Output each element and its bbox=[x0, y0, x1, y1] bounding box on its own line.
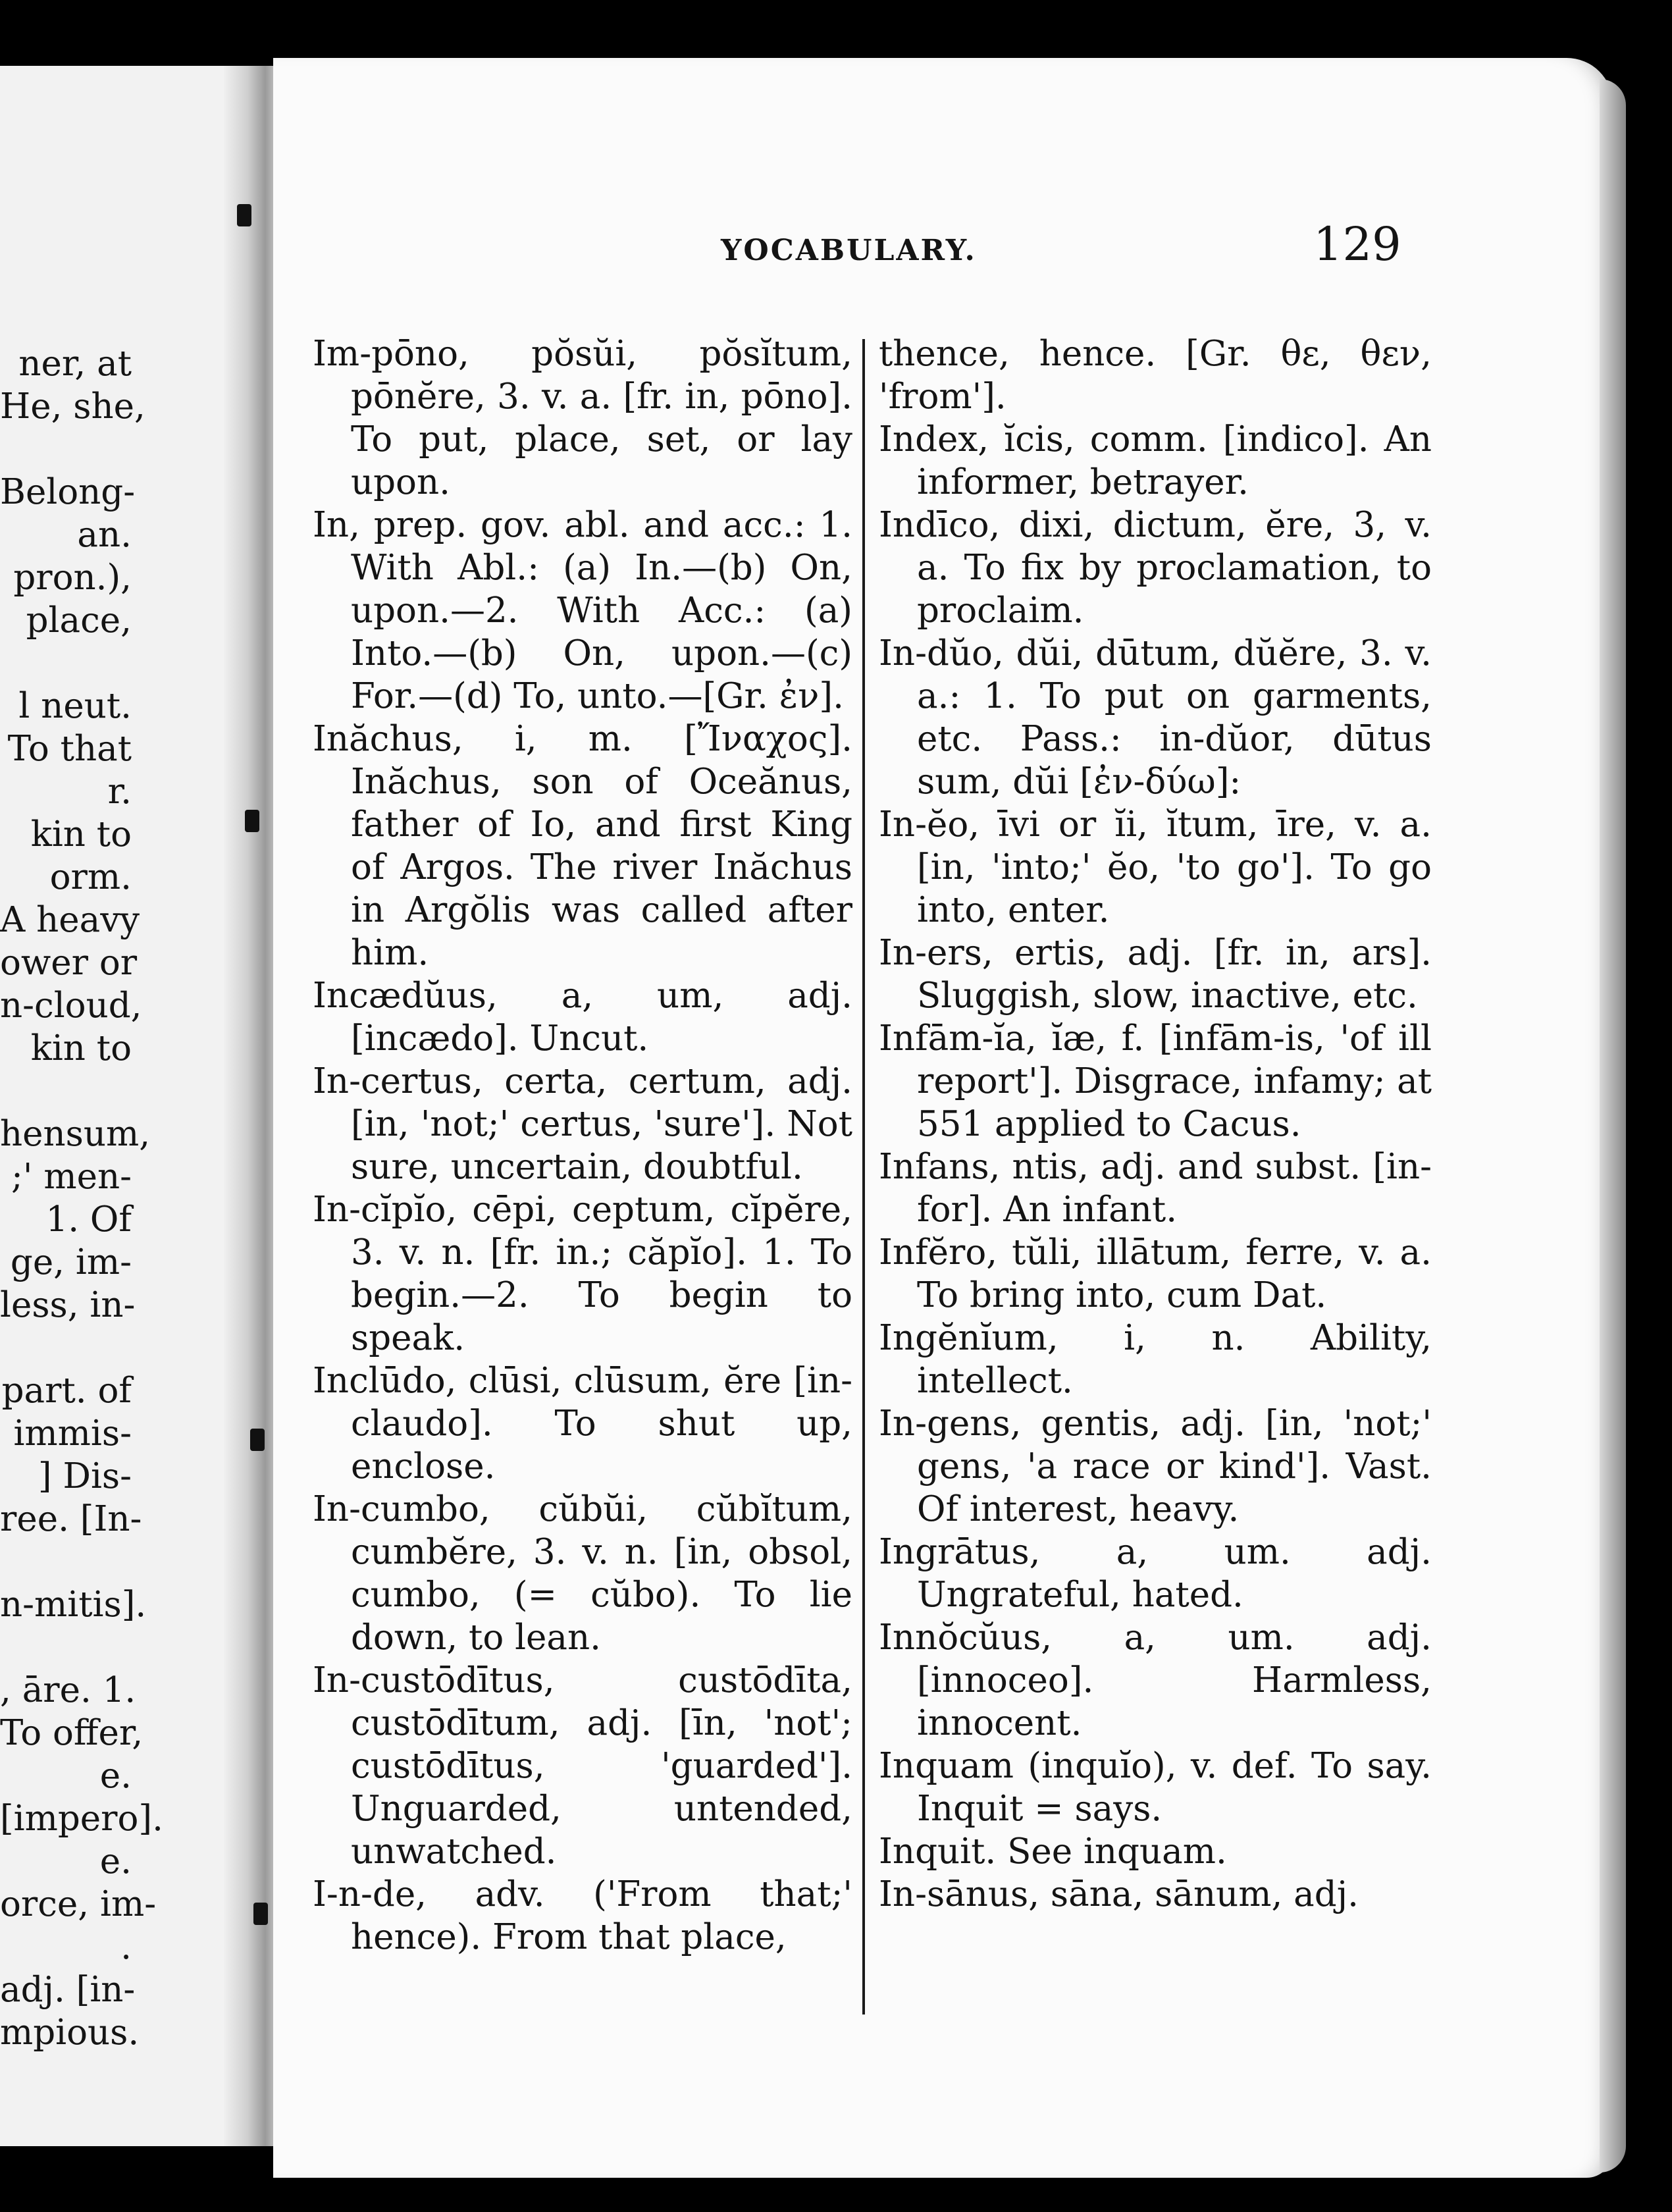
dictionary-entry: Inclūdo, clūsi, clūsum, ĕre [in-claudo]. To shut up, enclose. bbox=[313, 1361, 852, 1487]
binding-hole bbox=[253, 1903, 268, 1925]
left-page-line: [impero]. bbox=[0, 1799, 163, 1839]
left-page-text bbox=[0, 342, 163, 2054]
running-head: YOCABULARY. bbox=[721, 234, 977, 267]
dictionary-entry: Inăchus, i, m. [Ἴναχος]. Inăchus, son of Oceănus, father of Io, and first King of Argos. The river Inăchus in Argŏlis was called after him. bbox=[313, 719, 852, 973]
dictionary-entry: In-dŭo, dŭi, dūtum, dŭĕre, 3. v. a.: 1. To put on garments, etc. Pass.: in-dŭor, dūtus sum, dŭi [ἐν-δύω]: bbox=[879, 633, 1432, 802]
left-page-line: ;' men- bbox=[11, 1157, 132, 1197]
page-edge bbox=[1600, 79, 1626, 2172]
left-page-line: kin to bbox=[30, 814, 132, 855]
left-page-line bbox=[0, 1626, 132, 1669]
dictionary-entry: In-ers, ertis, adj. [fr. in, ars]. Sluggish, slow, inactive, etc. bbox=[879, 933, 1432, 1016]
binding-hole bbox=[250, 1429, 265, 1451]
left-page-line: He, she, bbox=[0, 386, 145, 427]
left-page-line: kin to bbox=[30, 1028, 132, 1068]
dictionary-entry: In-cĭpĭo, cēpi, ceptum, cĭpĕre, 3. v. n. [fr. in.; căpĭo]. 1. To begin.—2. To begin to speak. bbox=[313, 1190, 852, 1358]
dictionary-entry: Infans, ntis, adj. and subst. [in-for]. An infant. bbox=[879, 1147, 1432, 1230]
left-page-line: ower or bbox=[0, 943, 138, 983]
dictionary-entry: Inquam (inquĭo), v. def. To say. Inquit = says. bbox=[879, 1746, 1432, 1829]
left-page-line: . bbox=[120, 1927, 132, 1967]
dictionary-entry: Innŏcŭus, a, um. adj. [innoceo]. Harmless, innocent. bbox=[879, 1618, 1432, 1743]
dictionary-entry: Incædŭus, a, um, adj. [incædo]. Uncut. bbox=[313, 976, 852, 1059]
left-page-line: n-mitis]. bbox=[0, 1585, 147, 1625]
left-page-line: A heavy bbox=[0, 900, 140, 940]
left-page-line: orm. bbox=[49, 857, 132, 897]
dictionary-entry: Index, ĭcis, comm. [indico]. An informer, betrayer. bbox=[879, 419, 1432, 502]
dictionary-entry: Infām-ĭa, ĭæ, f. [infām-is, 'of ill report']. Disgrace, infamy; at 551 applied to Cacus. bbox=[879, 1018, 1432, 1144]
dictionary-entry: In-certus, certa, certum, adj. [in, 'not;' certus, 'sure']. Not sure, uncertain, doubtful. bbox=[313, 1061, 852, 1187]
binding-hole bbox=[237, 204, 251, 226]
left-page-line: hensum, bbox=[0, 1114, 151, 1154]
left-page-line: immis- bbox=[13, 1413, 132, 1454]
column-rule bbox=[862, 339, 865, 2014]
left-page-line: an. bbox=[77, 515, 132, 555]
column-right bbox=[879, 332, 1432, 1916]
left-page-line: e. bbox=[99, 1841, 132, 1882]
left-page-line: mpious. bbox=[0, 2013, 140, 2053]
left-page-line: part. of bbox=[1, 1371, 132, 1411]
left-page-line: r. bbox=[107, 772, 132, 812]
left-page-line: less, in- bbox=[0, 1285, 136, 1325]
dictionary-entry: In-ĕo, īvi or ĭi, ĭtum, īre, v. a. [in, 'into;' ĕo, 'to go']. To go into, enter. bbox=[879, 804, 1432, 930]
left-page-line bbox=[0, 1327, 132, 1369]
dictionary-entry: Ingĕnĭum, i, n. Ability, intellect. bbox=[879, 1318, 1432, 1401]
dictionary-entry: In-gens, gentis, adj. [in, 'not;' gens, 'a race or kind']. Vast. Of interest, heavy. bbox=[879, 1404, 1432, 1529]
left-page-line: 1. Of bbox=[45, 1199, 132, 1240]
left-page-line: orce, im- bbox=[0, 1884, 157, 1924]
left-page-line bbox=[0, 428, 132, 471]
left-page-line: ge, im- bbox=[10, 1242, 132, 1282]
dictionary-entry: I-n-de, adv. ('From that;' hence). From that place, bbox=[313, 1874, 852, 1957]
left-page-line: ] Dis- bbox=[38, 1456, 132, 1496]
dictionary-entry: In-cumbo, cŭbŭi, cŭbĭtum, cumbĕre, 3. v. n. [in, obsol, cumbo, (= cŭbo). To lie down, to lean. bbox=[313, 1489, 852, 1658]
dictionary-entry: Inquit. See inquam. bbox=[879, 1831, 1227, 1872]
dictionary-entry: Indīco, dixi, dictum, ĕre, 3, v. a. To fix by proclamation, to proclaim. bbox=[879, 505, 1432, 631]
dictionary-entry: thence, hence. [Gr. θε, θεν, 'from']. bbox=[879, 334, 1432, 417]
dictionary-entry: In, prep. gov. abl. and acc.: 1. With Abl.: (a) In.—(b) On, upon.—2. With Acc.: (a) Into.—(b) On, upon.—(c) For.—(d) To, unto.—[Gr. ἐν]. bbox=[313, 505, 852, 716]
left-page-line: ree. [In- bbox=[0, 1499, 142, 1539]
dictionary-entry: In-sānus, sāna, sānum, adj. bbox=[879, 1874, 1359, 1914]
dictionary-entry: Infĕro, tŭli, illātum, ferre, v. a. To bring into, cum Dat. bbox=[879, 1232, 1432, 1315]
left-page-line: ner, at bbox=[18, 344, 132, 384]
left-page-line bbox=[0, 642, 132, 685]
left-page-line: place, bbox=[26, 600, 132, 641]
left-page-line: Belong- bbox=[0, 472, 136, 512]
left-page-line: To offer, bbox=[0, 1713, 144, 1753]
left-page-line: n-cloud, bbox=[0, 986, 142, 1026]
left-page-line: pron.), bbox=[13, 558, 132, 598]
left-page-line: To that bbox=[7, 729, 132, 769]
dictionary-entry: In-custōdītus, custōdīta, custōdītum, adj. [īn, 'not'; custōdītus, 'guarded']. Unguarded, untended, unwatched. bbox=[313, 1660, 852, 1872]
dictionary-entry: Ingrātus, a, um. adj. Ungrateful, hated. bbox=[879, 1532, 1432, 1615]
left-page-line: , āre. 1. bbox=[0, 1670, 136, 1710]
dictionary-entry: Im-pōno, pŏsŭi, pŏsĭtum, pōnĕre, 3. v. a. [fr. in, pōno]. To put, place, set, or lay upon. bbox=[313, 334, 852, 502]
column-left bbox=[313, 332, 852, 1959]
left-page-line: l neut. bbox=[18, 686, 132, 726]
left-page-line bbox=[0, 1540, 132, 1583]
page-number: 129 bbox=[1313, 217, 1401, 271]
left-page-line: e. bbox=[99, 1756, 132, 1796]
left-page-line bbox=[0, 1070, 132, 1113]
left-page-line: adj. [in- bbox=[0, 1970, 136, 2010]
binding-hole bbox=[245, 810, 259, 832]
